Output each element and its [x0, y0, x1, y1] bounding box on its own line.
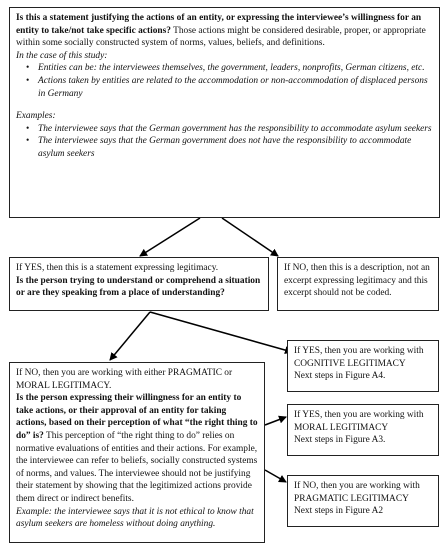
example-item-responsibility: • The interviewee says that the German government has the responsibility to accommodate asylum seekers: [38, 123, 433, 136]
examples-heading: Examples:: [16, 111, 56, 122]
pragmatic-line: If NO, then you are working with: [294, 481, 420, 491]
context-list: [16, 62, 433, 100]
legitimacy-question: [16, 12, 433, 50]
example-item-no-responsibility: • The interviewee says that the German government does not have the responsibility to accommodate asylum seekers: [38, 135, 433, 160]
question-rest: Those actions might be considered desirable, proper, or appropriate within some socially constructed system of norms, values, beliefs, and definitions.: [16, 25, 426, 49]
arrow-to-pragmatic: [265, 470, 286, 482]
arrow-to-moral: [265, 417, 286, 425]
pragmatic-type: PRAGMATIC LEGITIMACY: [294, 493, 409, 504]
arrow-to-cognitive: [150, 312, 292, 352]
context-item-entities: • Entities can be: the interviewees themselves, the government, leaders, nonprofits, German citizens, etc.: [38, 62, 433, 75]
cognitive-legitimacy-box: [287, 340, 439, 392]
right-thing-body: This perception of “the right thing to do” relies on normative evaluations of entities and their actions. For example, the interviewee can refer to beliefs, socially constructed systems of norms, and values. The interviewee should not be justifying their statement by showing that the legitimized actions provide them direct or indirect benefits.: [16, 430, 258, 504]
arrow-to-bottom-left: [110, 312, 150, 360]
moral-type: MORAL LEGITIMACY: [294, 422, 389, 433]
homeless-example: Example: the interviewee says that it is not ethical to know that asylum seekers are homeless without doing anything.: [16, 506, 254, 530]
question-bold: Is this a statement justifying the actions of an entity, or expressing the interviewee’s willingness for an entity to take/not take specific actions?: [16, 13, 422, 36]
cognitive-next: Next steps in Figure A4.: [294, 371, 386, 382]
cognitive-line: If YES, then you are working with: [294, 346, 424, 356]
examples-list: [16, 123, 433, 161]
pragmatic-next: Next steps in Figure A2: [294, 506, 384, 517]
cognitive-type: COGNITIVE LEGITIMACY: [294, 358, 406, 369]
arrow-to-no-box: [222, 218, 278, 256]
pragmatic-legitimacy-box: [287, 475, 439, 527]
context-heading: In the case of this study:: [16, 50, 108, 61]
no-description-box: [277, 257, 439, 311]
moral-line: If YES, then you are working with: [294, 410, 424, 420]
understanding-question: Is the person trying to understand or comprehend a situation or are they speaking from a place of understanding?: [16, 275, 261, 299]
right-thing-question: Is the person expressing their willingness for an entity to take actions, or their approval of an entity for taking actions, based on their perception of what “the right thing to do” is?: [16, 393, 258, 441]
right-thing-paragraph: [16, 392, 258, 505]
no-description-text: If NO, then this is a description, not an excerpt expressing legitimacy and this excerpt should not be coded.: [284, 263, 430, 299]
moral-legitimacy-box: [287, 404, 439, 456]
moral-next: Next steps in Figure A3.: [294, 435, 386, 446]
pragmatic-or-moral-line: If NO, then you are working with either PRAGMATIC or MORAL LEGITIMACY.: [16, 368, 233, 391]
context-item-actions: • Actions taken by entities are related to the accommodation or non-accommodation of displaced persons in Germany: [38, 75, 433, 100]
legitimacy-question-box: [9, 7, 440, 218]
pragmatic-or-moral-box: [9, 362, 265, 543]
arrow-to-yes-box: [140, 218, 200, 256]
yes-line: If YES, then this is a statement expressing legitimacy.: [16, 263, 219, 273]
yes-legitimacy-box: [9, 257, 269, 311]
